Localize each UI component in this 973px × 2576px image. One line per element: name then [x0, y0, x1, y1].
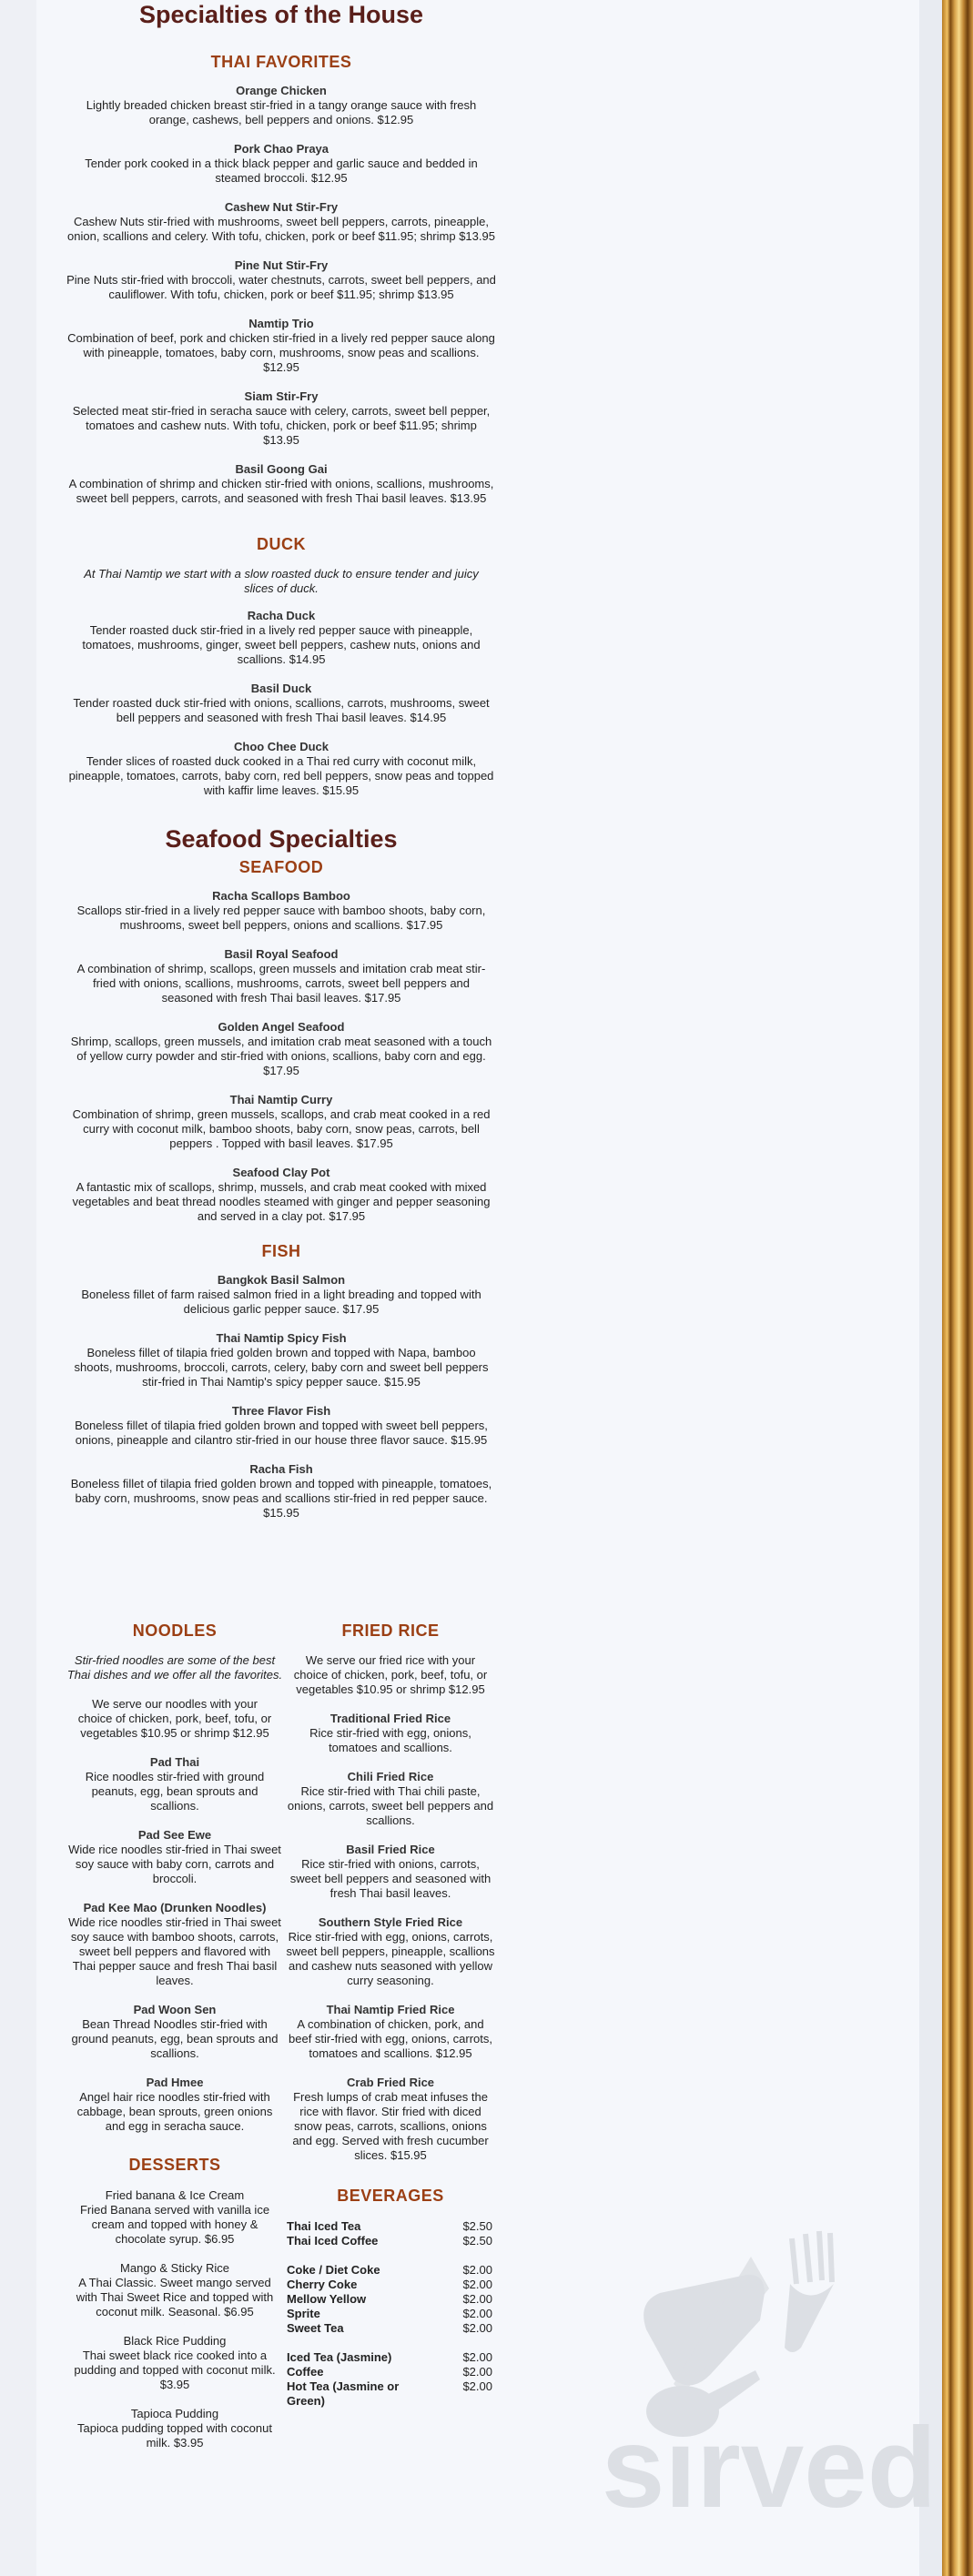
menu-item — [66, 1273, 496, 1317]
menu-item-name: Golden Angel Seafood — [218, 1020, 345, 1034]
menu-item-name: Basil Fried Rice — [346, 1843, 435, 1856]
seafood-heading: SEAFOOD — [238, 858, 324, 876]
specialties-title: Specialties of the House — [138, 1, 424, 28]
menu-item — [66, 1166, 496, 1224]
fried-rice-note: We serve our fried rice with your choice of chicken, pork, beef, tofu, or vegetables $10.95 or shrimp $12.95 — [293, 1653, 488, 1696]
menu-item-name: Basil Royal Seafood — [224, 947, 339, 961]
menu-item-description: Tender slices of roasted duck cooked in a Thai red curry with coconut milk, pineapple, tomatoes, carrots, baby corn, red bell peppers, snow peas and topped with kaffir lime leaves. $15.95 — [68, 754, 494, 797]
menu-item-name: Pad Kee Mao (Drunken Noodles) — [83, 1901, 267, 1914]
menu-item-description: Lightly breaded chicken breast stir-fried in a tangy orange sauce with fresh orange, cashews, bell peppers and onions. $12.95 — [86, 98, 477, 126]
menu-item-name: Thai Namtip Spicy Fish — [216, 1331, 347, 1345]
menu-item — [66, 1901, 283, 1988]
beverage-name: Coke / Diet Coke — [287, 2263, 380, 2277]
beverage-name: Sweet Tea — [287, 2321, 344, 2335]
fish-heading: FISH — [261, 1242, 301, 1260]
beverage-row — [287, 2365, 492, 2379]
menu-item-description: Rice stir-fried with egg, onions, carrots, sweet bell peppers, pineapple, scallions and cashew nuts seasoned with yellow curry seasoning. — [286, 1930, 495, 1987]
beverage-price: $2.00 — [462, 2321, 492, 2335]
dessert-description: Thai sweet black rice cooked into a pudding and topped with coconut milk. $3.95 — [74, 2349, 276, 2391]
beverage-price: $2.00 — [462, 2292, 492, 2306]
beverage-price: $2.00 — [462, 2379, 492, 2393]
beverage-name: Thai Iced Tea — [287, 2219, 361, 2233]
dessert-description: Tapioca pudding topped with coconut milk. $3.95 — [77, 2421, 272, 2450]
dessert-item — [66, 2188, 283, 2247]
menu-item — [66, 2076, 283, 2134]
menu-item-name: Orange Chicken — [236, 84, 327, 97]
main-column — [66, 0, 496, 1520]
duck-heading: DUCK — [257, 535, 306, 553]
menu-item-name: Traditional Fried Rice — [329, 1712, 451, 1725]
beverage-name: Sprite — [287, 2307, 320, 2320]
menu-item-name: Pad Thai — [149, 1755, 200, 1769]
menu-item-description: Angel hair rice noodles stir-fried with cabbage, bean sprouts, green onions and egg in seracha sauce. — [76, 2090, 273, 2133]
dessert-item — [66, 2261, 283, 2319]
menu-item-description: Combination of shrimp, green mussels, scallops, and crab meat cooked in a red curry with coconut milk, bamboo shoots, baby corn, snow peas, carrots, bell peppers . Topped with basil leaves. $17.95 — [72, 1107, 491, 1150]
menu-item-name: Pork Chao Praya — [233, 142, 329, 156]
menu-item — [66, 1331, 496, 1389]
menu-item-description: Bean Thread Noodles stir-fried with ground peanuts, egg, bean sprouts and scallions. — [71, 2017, 279, 2060]
menu-item — [66, 1093, 496, 1151]
menu-item-name: Racha Scallops Bamboo — [212, 889, 350, 903]
menu-item-name: Three Flavor Fish — [231, 1404, 331, 1418]
menu-item-description: Boneless fillet of tilapia fried golden brown and topped with pineapple, tomatoes, baby corn, mushrooms, snow peas and scallions stir-fried in red pepper sauce. $15.95 — [70, 1477, 492, 1520]
desserts-list — [66, 2188, 283, 2450]
noodles-note: We serve our noodles with your choice of chicken, pork, beef, tofu, or vegetables $10.95 or shrimp $12.95 — [77, 1697, 272, 1740]
menu-item — [66, 1828, 283, 1886]
menu-item — [66, 682, 496, 725]
fish-list — [66, 1273, 496, 1520]
menu-item — [66, 947, 496, 1005]
noodles-heading: NOODLES — [132, 1621, 218, 1640]
beverage-row — [287, 2278, 492, 2292]
menu-item — [66, 142, 496, 186]
menu-item — [66, 1462, 496, 1520]
menu-item-name: Basil Duck — [250, 682, 312, 695]
menu-item — [66, 200, 496, 244]
menu-item-name: Chili Fried Rice — [347, 1770, 434, 1783]
menu-item-name: Siam Stir-Fry — [244, 389, 319, 403]
menu-item-name: Basil Goong Gai — [235, 462, 328, 476]
menu-item-description: Scallops stir-fried in a lively red pepper sauce with bamboo shoots, baby corn, mushrooms, sweet bell peppers, onions and scallions. $17.95 — [76, 904, 486, 932]
menu-item-name: Racha Duck — [247, 609, 316, 622]
menu-item-description: Tender roasted duck stir-fried in a lively red pepper sauce with pineapple, tomatoes, mushrooms, ginger, sweet bell peppers, cashew nuts, onions and scallions. $14.95 — [82, 623, 481, 666]
beverage-name: Coffee — [287, 2365, 324, 2379]
noodles-column — [66, 1620, 283, 2450]
beverage-name: Mellow Yellow — [287, 2292, 367, 2306]
beverage-group — [287, 2219, 492, 2248]
menu-item-description: Wide rice noodles stir-fried in Thai sweet soy sauce with bamboo shoots, carrots, sweet bell peppers and flavored with Thai pepper sauce and fresh Thai basil leaves. — [68, 1915, 281, 1987]
beverage-price: $2.50 — [462, 2219, 492, 2233]
fried-rice-heading: FRIED RICE — [341, 1621, 440, 1640]
seafood-title: Seafood Specialties — [165, 825, 398, 853]
beverage-name: Hot Tea (Jasmine or Green) — [287, 2379, 400, 2408]
menu-item-description: Boneless fillet of farm raised salmon fried in a light breading and topped with delicious garlic pepper sauce. $17.95 — [81, 1288, 481, 1316]
noodles-intro: Stir-fried noodles are some of the best Thai dishes and we offer all the favorites. — [66, 1653, 283, 1682]
menu-item-description: Pine Nuts stir-fried with broccoli, water chestnuts, carrots, sweet bell peppers, and cauliflower. With tofu, chicken, pork or beef $11.95; shrimp $13.95 — [66, 273, 496, 301]
menu-item — [66, 84, 496, 127]
menu-item-description: Shrimp, scallops, green mussels, and imitation crab meat seasoned with a touch of yellow curry powder and stir-fried with onions, scallions, baby corn and egg. $17.95 — [70, 1035, 492, 1077]
beverage-group — [287, 2350, 492, 2409]
menu-item-name: Pad See Ewe — [137, 1828, 212, 1842]
thai-favorites-list — [66, 84, 496, 506]
menu-item — [66, 462, 496, 506]
menu-item-name: Pad Hmee — [146, 2076, 204, 2089]
menu-item — [66, 1755, 283, 1813]
menu-item — [285, 1915, 496, 1988]
menu-item — [66, 2003, 283, 2061]
beverage-row — [287, 2292, 492, 2307]
menu-item-description: Rice stir-fried with onions, carrots, sweet bell peppers and seasoned with fresh Thai basil leaves. — [289, 1857, 492, 1900]
watermark — [583, 2220, 956, 2511]
beverages-heading: BEVERAGES — [337, 2187, 444, 2205]
dessert-description: A Thai Classic. Sweet mango served with Thai Sweet Rice and topped with coconut milk. Seasonal. $6.95 — [76, 2276, 274, 2318]
dessert-description: Fried Banana served with vanilla ice cream and topped with honey & chocolate syrup. $6.95 — [79, 2203, 270, 2246]
menu-item-name: Thai Namtip Curry — [229, 1093, 333, 1106]
menu-item — [66, 609, 496, 667]
menu-item-name: Pine Nut Stir-Fry — [234, 258, 329, 272]
fried-rice-column — [285, 1620, 496, 2409]
beverage-name: Thai Iced Coffee — [287, 2234, 379, 2248]
menu-item-description: A fantastic mix of scallops, shrimp, mussels, and crab meat cooked with mixed vegetables and beat thread noodles steamed with ginger and pepper seasoning and served in a clay pot. $17.95 — [72, 1180, 491, 1223]
noodles-list — [66, 1755, 283, 2134]
menu-item — [66, 889, 496, 933]
beverage-row — [287, 2219, 492, 2234]
left-margin — [0, 0, 36, 2576]
menu-item-description: Tender pork cooked in a thick black pepper and garlic sauce and bedded in steamed broccoli. $12.95 — [85, 157, 478, 185]
beverage-price: $2.00 — [462, 2365, 492, 2379]
dessert-name: Tapioca Pudding — [130, 2407, 219, 2420]
menu-item — [66, 317, 496, 375]
menu-item — [66, 1404, 496, 1448]
menu-item-name: Racha Fish — [249, 1462, 313, 1476]
menu-item-description: A combination of chicken, pork, and beef stir-fried with egg, onions, carrots, tomatoes and scallions. $12.95 — [289, 2017, 492, 2060]
menu-item-description: A combination of shrimp and chicken stir-fried with onions, scallions, mushrooms, sweet bell peppers, carrots, and seasoned with fresh Thai basil leaves. $13.95 — [68, 477, 494, 505]
duck-intro: At Thai Namtip we start with a slow roasted duck to ensure tender and juicy slices of duck. — [84, 567, 479, 595]
decorative-frame — [919, 0, 973, 2576]
desserts-heading: DESSERTS — [128, 2156, 221, 2174]
menu-item — [285, 1770, 496, 1828]
menu-item-name: Pad Woon Sen — [133, 2003, 217, 2016]
menu-item-name: Thai Namtip Fried Rice — [326, 2003, 455, 2016]
dessert-name: Mango & Sticky Rice — [120, 2261, 229, 2275]
dessert-name: Black Rice Pudding — [123, 2334, 227, 2348]
beverages-list — [285, 2219, 496, 2409]
fried-rice-list — [285, 1712, 496, 2163]
menu-item — [66, 1020, 496, 1078]
menu-item — [285, 2076, 496, 2163]
beverage-price: $2.00 — [462, 2307, 492, 2320]
menu-item-name: Cashew Nut Stir-Fry — [224, 200, 339, 214]
beverage-price: $2.00 — [462, 2263, 492, 2277]
duck-list — [66, 609, 496, 798]
beverage-name: Iced Tea (Jasmine) — [287, 2350, 392, 2364]
menu-item — [285, 1712, 496, 1755]
dessert-item — [66, 2407, 283, 2450]
menu-item-description: Rice stir-fried with egg, onions, tomatoes and scallions. — [309, 1726, 471, 1754]
menu-item-name: Southern Style Fried Rice — [318, 1915, 463, 1929]
beverage-row — [287, 2379, 492, 2409]
menu-item-name: Namtip Trio — [248, 317, 314, 330]
menu-item-description: Cashew Nuts stir-fried with mushrooms, sweet bell peppers, carrots, pineapple, onion, scallions and celery. With tofu, chicken, pork or beef $11.95; shrimp $13.95 — [67, 215, 495, 243]
beverage-row — [287, 2350, 492, 2365]
seafood-list — [66, 889, 496, 1224]
menu-item-description: Tender roasted duck stir-fried with onions, scallions, carrots, mushrooms, sweet bell peppers and seasoned with fresh Thai basil leaves. $14.95 — [73, 696, 490, 724]
menu-item-description: Fresh lumps of crab meat infuses the rice with flavor. Stir fried with diced snow peas, carrots, scallions, onions and egg. Served with fresh cucumber slices. $15.95 — [292, 2090, 489, 2162]
menu-item-description: Boneless fillet of tilapia fried golden brown and topped with sweet bell peppers, onions, pineapple and cilantro stir-fried in our house three flavor sauce. $15.95 — [75, 1419, 488, 1447]
menu-item-name: Crab Fried Rice — [346, 2076, 435, 2089]
menu-item-description: Combination of beef, pork and chicken stir-fried in a lively red pepper sauce along with pineapple, tomatoes, baby corn, mushrooms, snow peas and scallions. $12.95 — [67, 331, 495, 374]
menu-item-name: Bangkok Basil Salmon — [217, 1273, 346, 1287]
beverage-row — [287, 2263, 492, 2278]
beverage-price: $2.00 — [462, 2350, 492, 2364]
beverage-row — [287, 2234, 492, 2248]
menu-item — [66, 258, 496, 302]
beverage-price: $2.00 — [462, 2278, 492, 2291]
menu-item-name: Choo Chee Duck — [233, 740, 329, 753]
dessert-name: Fried banana & Ice Cream — [105, 2188, 245, 2202]
menu-item — [285, 2003, 496, 2061]
menu-item — [66, 740, 496, 798]
menu-item-description: Rice noodles stir-fried with ground peanuts, egg, bean sprouts and scallions. — [85, 1770, 265, 1813]
beverage-name: Cherry Coke — [287, 2278, 358, 2291]
beverage-row — [287, 2307, 492, 2321]
watermark-text: sirved — [601, 2405, 938, 2511]
beverage-price: $2.50 — [462, 2234, 492, 2248]
menu-item — [66, 389, 496, 448]
menu-item — [285, 1843, 496, 1901]
menu-item-description: A combination of shrimp, scallops, green mussels and imitation crab meat stir-fried with onions, scallions, mushrooms, carrots, sweet bell peppers and seasoned with fresh Thai basil leaves. $17.95 — [76, 962, 486, 1005]
menu-item-description: Selected meat stir-fried in seracha sauce with celery, carrots, sweet bell pepper, tomatoes and cashew nuts. With tofu, chicken, pork or beef $11.95; shrimp $13.95 — [72, 404, 491, 447]
menu-page — [36, 0, 938, 2576]
menu-item-name: Seafood Clay Pot — [232, 1166, 330, 1179]
menu-item-description: Rice stir-fried with Thai chili paste, onions, carrots, sweet bell peppers and scallions. — [287, 1784, 494, 1827]
beverage-row — [287, 2321, 492, 2336]
menu-item-description: Wide rice noodles stir-fried in Thai sweet soy sauce with baby corn, carrots and broccoli. — [68, 1843, 281, 1885]
thai-favorites-heading: THAI FAVORITES — [210, 53, 352, 71]
menu-item-description: Boneless fillet of tilapia fried golden brown and topped with Napa, bamboo shoots, mushrooms, broccoli, carrots, celery, baby corn and sweet bell peppers stir-fried in Thai Namtip's spicy pepper sauce. $15.95 — [74, 1346, 489, 1389]
beverage-group — [287, 2263, 492, 2336]
dessert-item — [66, 2334, 283, 2392]
